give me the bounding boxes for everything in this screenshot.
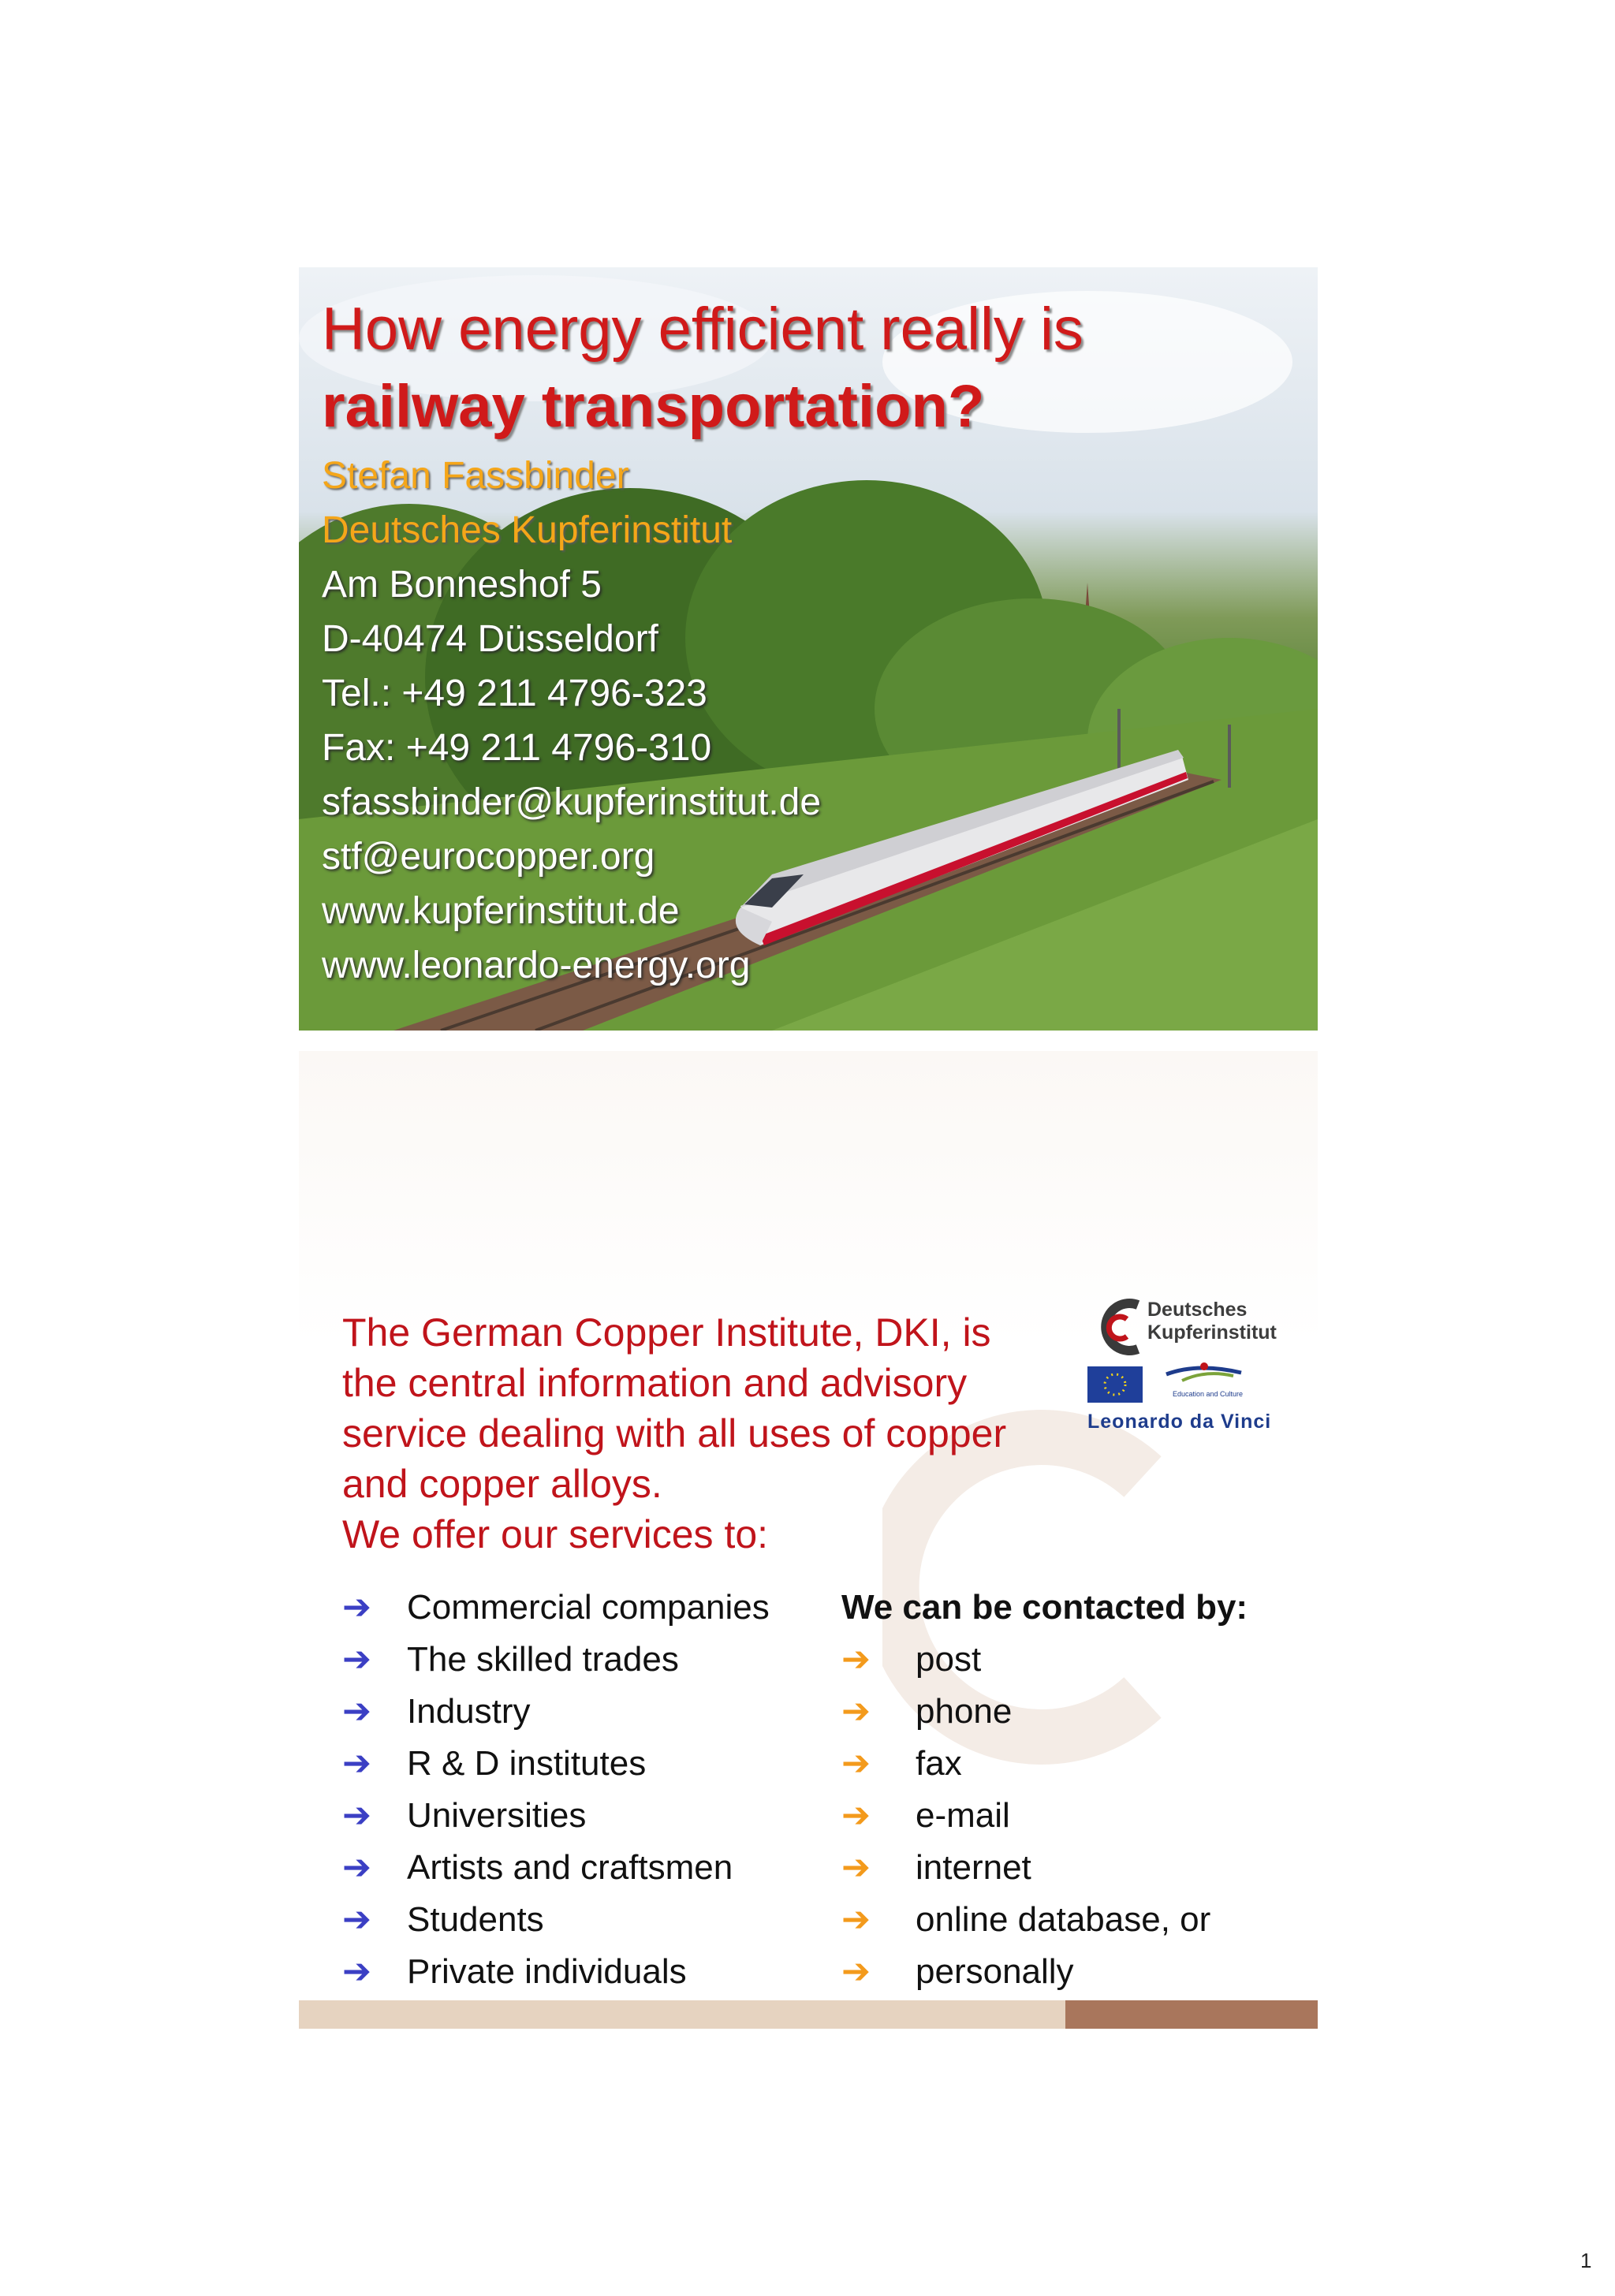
title-line-2: railway transportation? (322, 373, 985, 440)
arrow-right-icon: ➔ (342, 1952, 371, 1991)
arrow-right-icon: ➔ (342, 1848, 371, 1887)
intro-line: service dealing with all uses of copper (342, 1411, 1007, 1456)
arrow-right-icon: ➔ (841, 1640, 871, 1679)
education-culture-label: Education and Culture (1173, 1390, 1244, 1398)
intro-line: the central information and advisory (342, 1361, 968, 1405)
contact-methods-list (841, 1634, 1210, 1998)
arrow-right-icon: ➔ (342, 1744, 371, 1783)
partner-logos (1087, 1288, 1308, 1445)
dki-logo-text (1147, 1299, 1277, 1344)
list-item (342, 1686, 770, 1738)
footer-bar-light (299, 2000, 1065, 2029)
list-item (841, 1634, 1210, 1686)
arrow-right-icon: ➔ (841, 1848, 871, 1887)
fax-number: Fax: +49 211 4796-310 (322, 727, 712, 769)
contact-method-label: e-mail (916, 1796, 1010, 1835)
list-item (342, 1582, 770, 1634)
intro-line: The German Copper Institute, DKI, is (342, 1310, 991, 1355)
contact-method-label: phone (916, 1692, 1013, 1731)
list-item (841, 1842, 1210, 1894)
service-label: Industry (407, 1692, 531, 1731)
list-item (342, 1634, 770, 1686)
address-city: D-40474 Düsseldorf (322, 618, 658, 660)
title-slide-text (322, 291, 1300, 993)
website-kupferinstitut: www.kupferinstitut.de (322, 890, 680, 932)
contact-method-label: fax (916, 1744, 962, 1783)
list-item (841, 1686, 1210, 1738)
contact-method-label: personally (916, 1952, 1074, 1991)
leonardo-logo-text: Leonardo da Vinci (1087, 1411, 1272, 1433)
author-name: Stefan Fassbinder (322, 455, 629, 497)
services-list (342, 1582, 770, 1998)
intro-line: We offer our services to: (342, 1512, 769, 1556)
intro-text (342, 1307, 1099, 1560)
service-label: R & D institutes (407, 1744, 647, 1783)
footer-bar-dark (1065, 2000, 1318, 2029)
service-label: Universities (407, 1796, 587, 1835)
arrow-right-icon: ➔ (841, 1952, 871, 1991)
title-line-1: How energy efficient really is (322, 296, 1084, 363)
arrow-right-icon: ➔ (342, 1588, 371, 1627)
contact-method-label: internet (916, 1848, 1031, 1887)
list-item (342, 1738, 770, 1790)
institute-slide (299, 1051, 1318, 2029)
arrow-right-icon: ➔ (342, 1900, 371, 1939)
arrow-right-icon: ➔ (841, 1692, 871, 1731)
website-leonardo-energy: www.leonardo-energy.org (322, 945, 751, 986)
title-slide (299, 267, 1318, 1031)
page-number: 1 (1580, 2249, 1592, 2272)
contact-heading: We can be contacted by: (841, 1588, 1248, 1627)
author-organization: Deutsches Kupferinstitut (322, 509, 733, 551)
email-primary: sfassbinder@kupferinstitut.de (322, 781, 822, 823)
service-label: Private individuals (407, 1952, 687, 1991)
contact-method-label: post (916, 1640, 982, 1679)
arrow-right-icon: ➔ (342, 1796, 371, 1835)
arrow-right-icon: ➔ (342, 1640, 371, 1679)
service-label: The skilled trades (407, 1640, 679, 1679)
list-item (342, 1894, 770, 1946)
list-item (342, 1946, 770, 1998)
list-item (841, 1946, 1210, 1998)
service-label: Commercial companies (407, 1588, 770, 1627)
phone-number: Tel.: +49 211 4796-323 (322, 673, 707, 714)
dki-logo-line-1: Deutsches (1147, 1299, 1248, 1321)
arrow-right-icon: ➔ (841, 1796, 871, 1835)
intro-line: and copper alloys. (342, 1462, 662, 1506)
arrow-right-icon: ➔ (841, 1744, 871, 1783)
slide-title (322, 291, 1300, 445)
list-item (841, 1738, 1210, 1790)
email-secondary: stf@eurocopper.org (322, 836, 655, 878)
list-item (841, 1790, 1210, 1842)
arrow-right-icon: ➔ (342, 1692, 371, 1731)
service-label: Students (407, 1900, 544, 1939)
list-item (342, 1790, 770, 1842)
dki-logo-line-2: Kupferinstitut (1147, 1321, 1277, 1344)
list-item (841, 1894, 1210, 1946)
arrow-right-icon: ➔ (841, 1900, 871, 1939)
service-label: Artists and craftsmen (407, 1848, 733, 1887)
contact-method-label: online database, or (916, 1900, 1211, 1939)
list-item (342, 1842, 770, 1894)
address-street: Am Bonneshof 5 (322, 564, 602, 606)
